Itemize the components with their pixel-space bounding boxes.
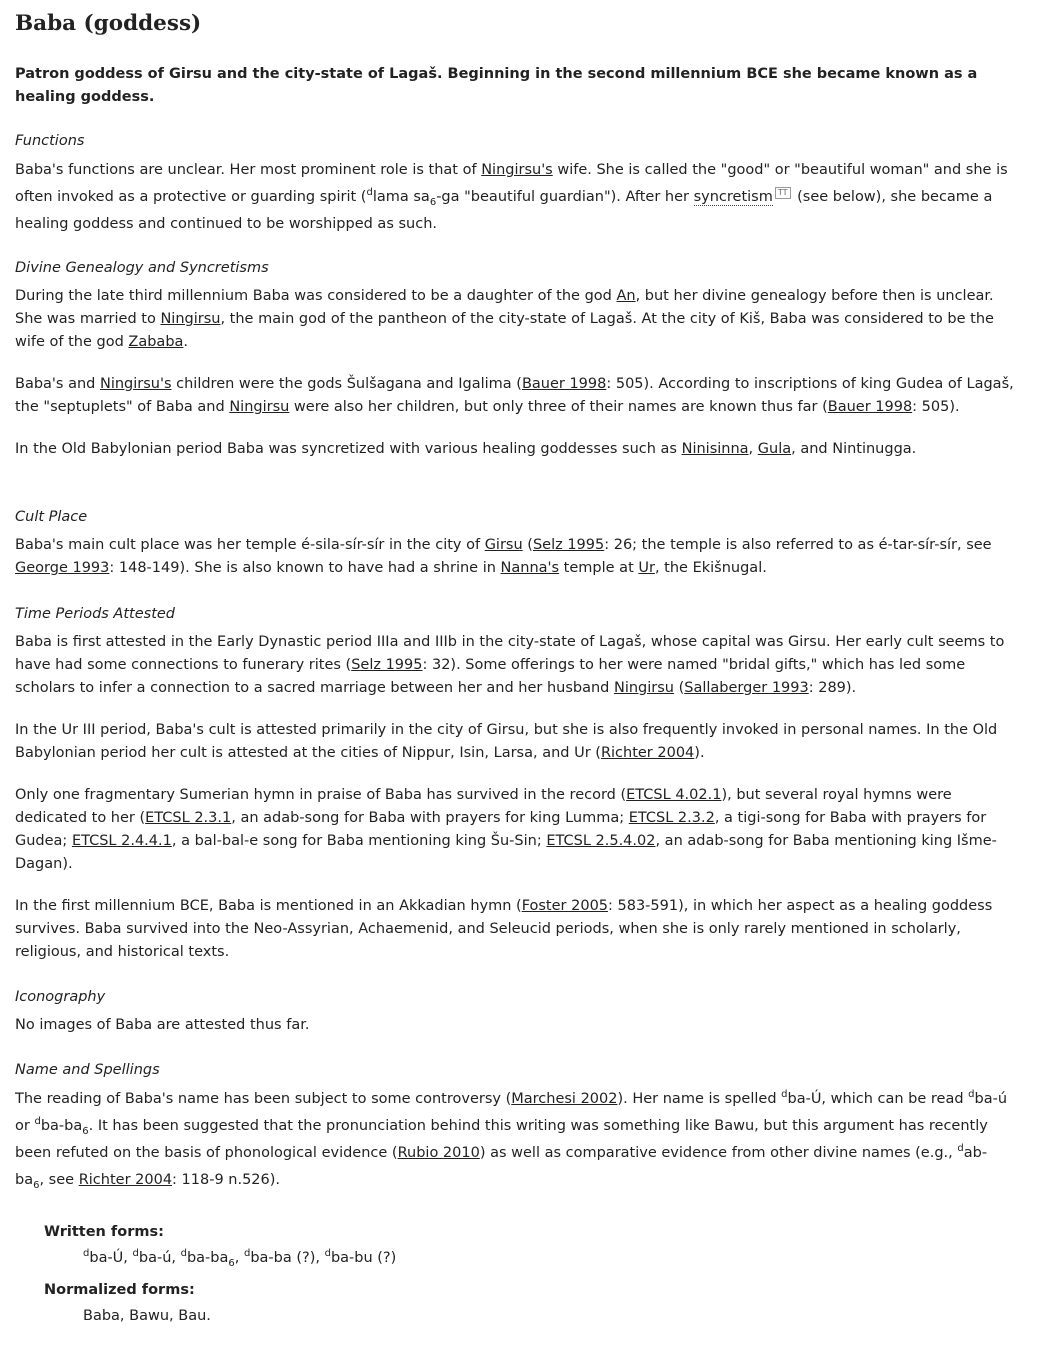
- link-etcsl-2-3-2[interactable]: ETCSL 2.3.2: [628, 810, 715, 826]
- text: The reading of Baba's name has been subject to some controversy (: [15, 1091, 512, 1107]
- text: , a tigi-song for Baba with prayers for Gudea;: [15, 810, 987, 849]
- link-richter-2004[interactable]: Richter 2004: [600, 745, 695, 761]
- paragraph: [15, 895, 1015, 964]
- link-zababa[interactable]: Zababa: [128, 334, 184, 350]
- paragraph: [15, 438, 1015, 461]
- text: ba-bu (?): [330, 1250, 397, 1266]
- superscript: d: [324, 1248, 331, 1260]
- text: ,: [748, 441, 758, 457]
- forms-list: [44, 1222, 396, 1326]
- superscript: d: [34, 1116, 41, 1128]
- text: , see: [39, 1172, 79, 1188]
- text: : 118-9 n.526).: [172, 1172, 281, 1188]
- text: Baba's functions are unclear. Her most prominent role is that of: [15, 162, 482, 178]
- link-richter-2004[interactable]: Richter 2004: [78, 1172, 173, 1188]
- link-sallaberger-1993[interactable]: Sallaberger 1993: [684, 680, 809, 696]
- written-forms-label: Written forms:: [44, 1224, 164, 1240]
- text: , and Nintinugga.: [791, 441, 917, 457]
- superscript: d: [132, 1248, 139, 1260]
- paragraph: No images of Baba are attested thus far.: [15, 1017, 310, 1033]
- superscript: d: [957, 1143, 964, 1155]
- text: Baba's and: [15, 376, 100, 392]
- text: , a bal-bal-e song for Baba mentioning king Šu-Sin;: [171, 833, 547, 849]
- text: . It has been suggested that the pronunciation behind this writing was something like Bawu, but this argument has recently been refuted on the basis of phonological evidence (: [15, 1118, 988, 1161]
- link-girsu[interactable]: Girsu: [484, 537, 523, 553]
- paragraph: [15, 373, 1015, 419]
- syncretism-term[interactable]: syncretism: [693, 189, 773, 205]
- paragraph: [15, 285, 1015, 354]
- text: were also her children, but only three of their names are known thus far (: [289, 399, 828, 415]
- section-heading: Divine Genealogy and Syncretisms: [15, 260, 269, 276]
- link-ningirsu[interactable]: Ningirsu: [613, 680, 674, 696]
- text: temple at: [559, 560, 639, 576]
- subscript: 6: [429, 196, 437, 208]
- text: : 289).: [808, 680, 857, 696]
- superscript: d: [781, 1089, 788, 1101]
- text: , an adab-song for Baba mentioning king Išme-Dagan).: [15, 833, 997, 872]
- link-rubio-2010[interactable]: Rubio 2010: [397, 1145, 480, 1161]
- section-heading: Time Periods Attested: [15, 606, 176, 622]
- text: , but her divine genealogy before then is unclear. She was married to: [15, 288, 994, 327]
- paragraph: [15, 631, 1015, 700]
- text: In the first millennium BCE, Baba is mentioned in an Akkadian hymn (: [15, 898, 522, 914]
- page-title: Baba (goddess): [15, 11, 202, 36]
- paragraph: [15, 719, 1015, 765]
- text: ) as well as comparative evidence from other divine names (e.g.,: [479, 1145, 958, 1161]
- text: In the Ur III period, Baba's cult is attested primarily in the city of Girsu, but she is also frequently invoked in personal names. In the Old Babylonian period her cult is attested at the cities of Nippur, Isin, Larsa, and Ur (: [15, 722, 998, 761]
- text: (see below), she became a healing goddess and continued to be worshipped as such.: [15, 189, 993, 232]
- section-iconography: [15, 987, 1015, 1056]
- text: ba-ú,: [138, 1250, 181, 1266]
- text: children were the gods Šulšagana and Igalima (: [171, 376, 522, 392]
- link-ningirsu[interactable]: Ningirsu: [229, 399, 290, 415]
- section-heading: Iconography: [15, 989, 106, 1005]
- subscript: 6: [33, 1179, 40, 1191]
- text: lama sa: [372, 189, 430, 205]
- text: .: [183, 334, 189, 350]
- text: ba-ba (?),: [250, 1250, 325, 1266]
- link-george-1993[interactable]: George 1993: [15, 560, 110, 576]
- superscript: d: [83, 1248, 90, 1260]
- link-selz-1995[interactable]: Selz 1995: [351, 657, 423, 673]
- link-ningirsus[interactable]: Ningirsu's: [99, 376, 172, 392]
- text: ab-ba: [15, 1145, 988, 1188]
- normalized-forms-value: Baba, Bawu, Bau.: [83, 1308, 211, 1324]
- section-functions: [15, 131, 1015, 257]
- paragraph: [15, 1086, 1015, 1194]
- text: ).: [694, 745, 705, 761]
- superscript: d: [968, 1089, 975, 1101]
- subscript: 6: [228, 1257, 235, 1269]
- link-selz-1995[interactable]: Selz 1995: [532, 537, 605, 553]
- summary: Patron goddess of Girsu and the city-state of Lagaš. Beginning in the second millennium BCE she became known as a healing goddess.: [15, 66, 978, 105]
- link-foster-2005[interactable]: Foster 2005: [521, 898, 609, 914]
- link-etcsl-4-02-1[interactable]: ETCSL 4.02.1: [626, 787, 722, 803]
- text: : 32). Some offerings to her were named "bridal gifts," which has led some scholars to infer a connection to a sacred marriage between her and her husband: [15, 657, 966, 696]
- text: : 148-149). She is also known to have had a shrine in: [109, 560, 501, 576]
- section-cult-place: [15, 507, 1015, 599]
- text: ). Her name is spelled: [617, 1091, 782, 1107]
- link-bauer-1998[interactable]: Bauer 1998: [521, 376, 607, 392]
- text: Only one fragmentary Sumerian hymn in praise of Baba has survived in the record (: [15, 787, 627, 803]
- text: , the Ekišnugal.: [654, 560, 767, 576]
- paragraph: [15, 784, 1015, 876]
- link-ningirsus[interactable]: Ningirsu's: [481, 162, 553, 178]
- link-etcsl-2-4-4-1[interactable]: ETCSL 2.4.4.1: [71, 833, 172, 849]
- section-heading: Name and Spellings: [15, 1062, 160, 1078]
- normalized-forms-label: Normalized forms:: [44, 1282, 195, 1298]
- section-heading: Cult Place: [15, 509, 88, 525]
- text: (: [673, 680, 685, 696]
- link-etcsl-2-5-4-02[interactable]: ETCSL 2.5.4.02: [546, 833, 656, 849]
- text: During the late third millennium Baba was considered to be a daughter of the god: [15, 288, 617, 304]
- link-nannas[interactable]: Nanna's: [500, 560, 560, 576]
- text: -ga "beautiful guardian"). After her: [436, 189, 694, 205]
- superscript: d: [180, 1248, 187, 1260]
- text: ba-ba: [186, 1250, 229, 1266]
- link-gula[interactable]: Gula: [757, 441, 792, 457]
- tooltip-badge[interactable]: TT: [775, 187, 791, 199]
- section-name-spellings: [15, 1060, 1015, 1213]
- link-bauer-1998[interactable]: Bauer 1998: [827, 399, 913, 415]
- text: (: [522, 537, 533, 553]
- link-ningirsu[interactable]: Ningirsu: [160, 311, 221, 327]
- superscript: d: [366, 187, 373, 199]
- text: ba-Ú,: [89, 1250, 133, 1266]
- text: ba-ú or: [15, 1091, 1008, 1134]
- superscript: d: [243, 1248, 251, 1260]
- text: ba-Ú, which can be read: [787, 1091, 969, 1107]
- text: , the main god of the pantheon of the city-state of Lagaš. At the city of Kiš, Baba was considered to be the wife of the god: [15, 311, 994, 350]
- link-ur[interactable]: Ur: [638, 560, 655, 576]
- link-ninisinna[interactable]: Ninisinna: [681, 441, 749, 457]
- section-genealogy: [15, 258, 1015, 480]
- written-forms-value: [83, 1248, 396, 1268]
- text: : 583-591), in which her aspect as a healing goddess survives. Baba survived into the Neo-Assyrian, Achaemenid, and Seleucid periods, when she is only rarely mentioned in scholarly, religious, and historical texts.: [15, 898, 993, 960]
- text: Baba is first attested in the Early Dynastic period IIIa and IIIb in the city-state of Lagaš, whose capital was Girsu. Her early cult seems to have had some connections to funerary rites (: [15, 634, 1005, 673]
- text: , an adab-song for Baba with prayers for king Lumma;: [231, 810, 629, 826]
- text: Baba's main cult place was her temple é-sila-sír-sír in the city of: [15, 537, 485, 553]
- link-an[interactable]: An: [616, 288, 636, 304]
- text: In the Old Babylonian period Baba was syncretized with various healing goddesses such as: [15, 441, 682, 457]
- paragraph: [15, 157, 1015, 238]
- section-heading: Functions: [15, 133, 85, 149]
- link-etcsl-2-3-1[interactable]: ETCSL 2.3.1: [145, 810, 232, 826]
- text: ba-ba: [40, 1118, 83, 1134]
- text: ,: [234, 1250, 244, 1266]
- subscript: 6: [82, 1125, 89, 1137]
- text: : 505). According to inscriptions of king Gudea of Lagaš, the "septuplets" of Baba and: [15, 376, 1014, 415]
- section-time-periods: [15, 604, 1015, 983]
- text: : 505).: [912, 399, 960, 415]
- text: wife. She is called the "good" or "beautiful woman" and she is often invoked as a protective or guarding spirit (: [15, 162, 1008, 205]
- link-marchesi-2002[interactable]: Marchesi 2002: [511, 1091, 618, 1107]
- paragraph: [15, 534, 1015, 580]
- text: : 26; the temple is also referred to as é-tar-sír-sír, see: [604, 537, 992, 553]
- text: ), but several royal hymns were dedicated to her (: [15, 787, 952, 826]
